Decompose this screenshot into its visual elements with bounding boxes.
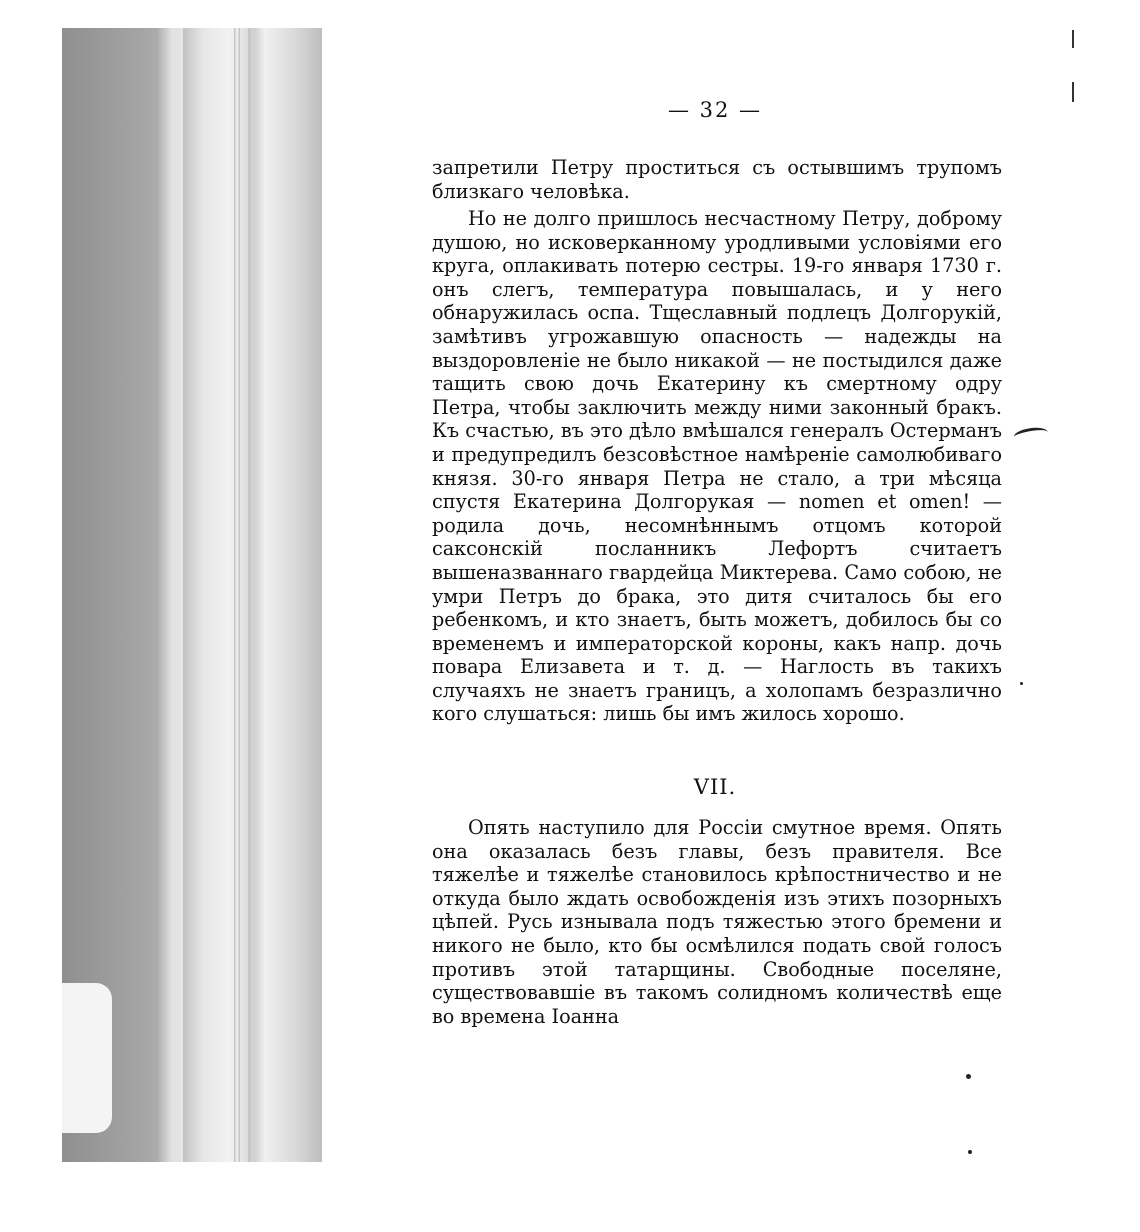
ink-scratch — [1013, 425, 1049, 445]
edge-mark — [1072, 30, 1074, 48]
paragraph-1: запретили Петру проститься съ остывшимъ трупомъ близкаго человѣка. — [432, 156, 1002, 203]
page-fold-line — [248, 28, 251, 1162]
paragraph-2: Но не долго пришлось несчастному Петру, доброму душою, но исковерканному уродливыми условіями его круга, оплакивать потерю сестры. 19-го января 1730 г. онъ слегъ, температура повышалась, и у него обнаружилась оспа. Тщеславный подлецъ Долгорукій, замѣтивъ угрожавшую опасность — надежды на выздоровленіе не было никакой — не постыдился даже тащить свою дочь Екатерину къ смертному одру Петра, чтобы заключить между ними законный бракъ. Къ счастью, въ это дѣло вмѣшался генералъ Остерманъ и предупредилъ безсовѣстное намѣреніе самолюбиваго князя. 30-го января Петра не стало, а три мѣсяца спустя Екатерина Долгорукая — nomen et omen! — родила дочь, несомнѣннымъ отцомъ которой саксонскій посланникъ Лефортъ считаетъ вышеназваннаго гвардейца Миктерева. Само собою, не умри Петръ до брака, это дитя считалось бы его ребенкомъ, и кто знаетъ, быть можетъ, добилось бы со временемъ и императорской короны, какъ напр. дочь повара Елизавета и т. д. — Наглость въ такихъ случаяхъ не знаетъ границъ, а холопамъ безразлично кого слушаться: лишь бы имъ жилось хорошо. — [432, 207, 1002, 726]
ink-dot — [966, 1074, 971, 1079]
section-heading: VII. — [693, 775, 737, 799]
page-number: — 32 — — [667, 98, 763, 122]
edge-mark — [1072, 82, 1074, 102]
ink-dot — [968, 1150, 972, 1154]
paper-tab — [62, 983, 112, 1133]
torn-page-edge — [157, 28, 183, 1162]
scanned-page-gutter — [62, 28, 322, 1162]
ink-dot — [1020, 682, 1023, 685]
paragraph-3: Опять наступило для Россіи смутное время. Опять она оказалась безъ главы, безъ правителя. Все тяжелѣе и тяжелѣе становилось крѣпостничество и не откуда было ждать освобожденія изъ этихъ позорныхъ цѣпей. Русь изнывала подъ тяжестью этого бремени и никого не было, кто бы осмѣлился подать свой голосъ противъ этой татарщины. Свободные поселяне, существовавшіе въ такомъ солидномъ количествѣ еще во времена Іоанна — [432, 816, 1002, 1028]
page-fold — [234, 28, 240, 1162]
